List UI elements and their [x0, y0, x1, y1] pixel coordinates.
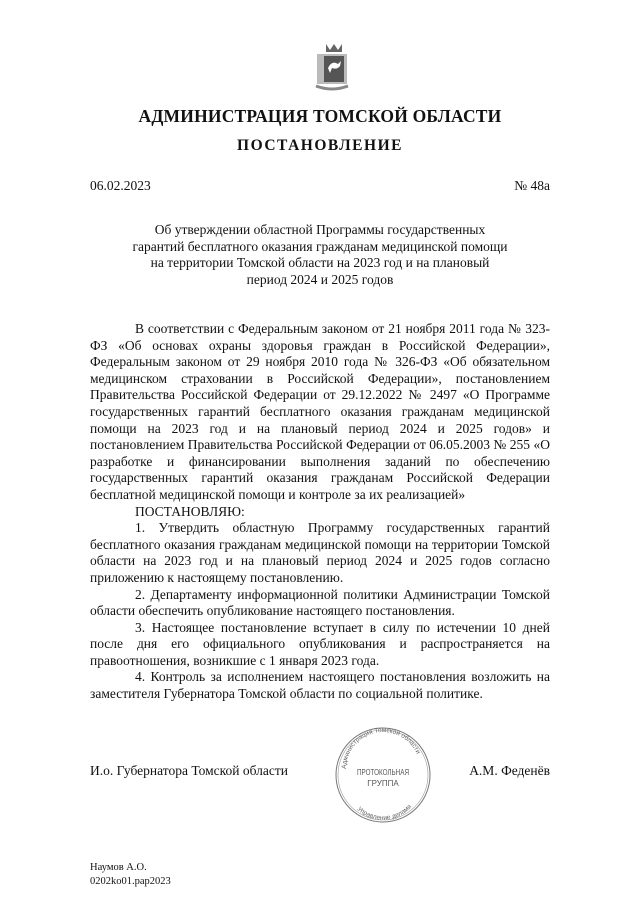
preamble: В соответствии с Федеральным законом от 21 ноября 2011 года № 323-ФЗ «Об основах охраны здоровья граждан в Российской Федерации», Федеральным законом от 29 ноября 2010 года № 326-ФЗ «Об обязательном медицинском страховании в Российской Федерации», постановлением Правительства Российской Федерации от 29.12.2022 № 2497 «О Программе государственных гарантий бесплатного оказания гражданам медицинской помощи на 2023 год и на плановый период 2024 и 2025 годов» и постановлением Правительства Российской Федерации от 06.05.2003 № 255 «О разработке и финансировании выполнения заданий по обеспечению государственных гарантий оказания гражданам Российской Федерации бесплатной медицинской помощи и контроле за их реализацией» — [90, 321, 550, 502]
signatory-position: И.о. Губернатора Томской области — [90, 762, 288, 778]
stamp-center-line1: ПРОТОКОЛЬНАЯ — [357, 767, 410, 777]
decree-heading: ПОСТАНОВЛЯЮ: — [135, 503, 245, 519]
item-2: 2. Департаменту информационной политики Администрации Томской области обеспечить опубликование настоящего постановления. — [90, 586, 550, 619]
stamp-outer-text: Администрация Томской области — [340, 726, 422, 769]
executor-info — [90, 861, 550, 889]
svg-text:Управление делами — [356, 803, 414, 822]
file-reference: 0202ko01.pap2023 — [90, 875, 171, 887]
document-subject: Об утверждении областной Программы государственных гарантий бесплатного оказания гражданам медицинской помощи на территории Томской области на 2023 год и на плановый период 2024 и 2025 годов — [132, 222, 508, 287]
signatory-name: А.М. Феденёв — [469, 762, 550, 778]
item-4: 4. Контроль за исполнением настоящего постановления возложить на заместителя Губернатора Томской области по социальной политике. — [90, 669, 550, 702]
document-number: № 48а — [514, 178, 550, 193]
organization-title: АДМИНИСТРАЦИЯ ТОМСКОЙ ОБЛАСТИ — [138, 106, 502, 126]
svg-text:Администрация Томской области — [341, 727, 422, 769]
document-type: ПОСТАНОВЛЕНИЕ — [237, 137, 403, 154]
document-content — [90, 321, 550, 889]
document-date: 06.02.2023 — [90, 178, 151, 193]
stamp-bottom-text: Управление делами — [355, 802, 414, 822]
item-1: 1. Утвердить областную Программу государственных гарантий бесплатного оказания гражданам медицинской помощи на территории Томской области на 2023 год и на плановый период 2024 и 2025 годов согласно приложению к настоящему постановлению. — [90, 520, 550, 585]
document-body — [90, 321, 550, 703]
stamp-center-line2: ГРУППА — [367, 778, 399, 788]
protocol-group-stamp — [333, 725, 433, 825]
item-3: 3. Настоящее постановление вступает в силу по истечении 10 дней после дня его официального опубликования и распространяется на правоотношения, возникшие с 1 января 2023 года. — [90, 619, 550, 668]
coat-of-arms-emblem — [312, 36, 352, 94]
signature-block — [90, 725, 550, 825]
executor-name: Наумов А.О. — [90, 861, 147, 873]
